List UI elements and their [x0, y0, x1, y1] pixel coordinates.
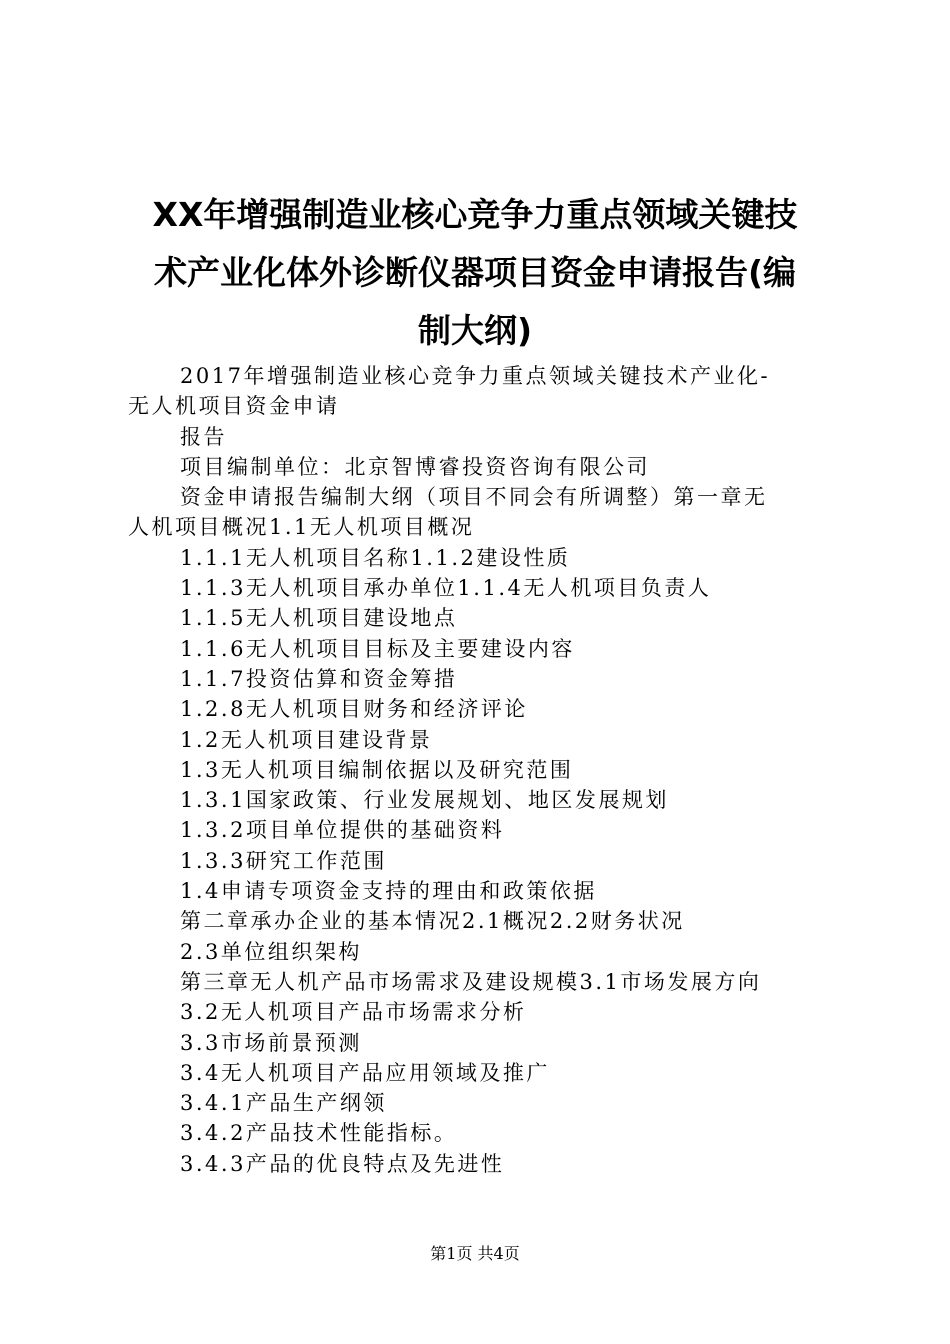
- body-line: 1.1.5无人机项目建设地点: [180, 606, 458, 631]
- body-line: 2017年增强制造业核心竞争力重点领域关键技术产业化-: [180, 364, 771, 388]
- title-line: 制大纲): [417, 311, 533, 350]
- body-line: 第三章无人机产品市场需求及建设规模3.1市场发展方向: [180, 969, 762, 994]
- body-line: 3.4.3产品的优良特点及先进性: [180, 1151, 505, 1176]
- body-line: 1.1.7投资估算和资金筹措: [180, 666, 458, 691]
- body-line: 3.4.2产品技术性能指标。: [180, 1121, 458, 1146]
- body-line: 1.3.1国家政策、行业发展规划、地区发展规划: [180, 788, 669, 813]
- body-line: 1.1.1无人机项目名称1.1.2建设性质: [180, 545, 571, 570]
- title-line: XX年增强制造业核心竞争力重点领域关键技: [152, 195, 798, 234]
- body-line: 3.3市场前景预测: [180, 1030, 362, 1055]
- body-line: 第二章承办企业的基本情况2.1概况2.2财务状况: [180, 909, 685, 934]
- title-line: 术产业化体外诊断仪器项目资金申请报告(编: [153, 253, 797, 292]
- body-line: 3.4无人机项目产品应用领域及推广: [180, 1060, 550, 1085]
- body-line: 1.1.3无人机项目承办单位1.1.4无人机项目负责人: [180, 576, 712, 601]
- body-line: 报告: [180, 424, 227, 449]
- body-line: 3.4.1产品生产纲领: [180, 1091, 387, 1116]
- body-line: 资金申请报告编制大纲（项目不同会有所调整）第一章无: [180, 485, 768, 510]
- body-line: 3.2无人机项目产品市场需求分析: [180, 1000, 527, 1025]
- body-line: 无人机项目资金申请: [128, 394, 340, 419]
- body-line: 1.3.2项目单位提供的基础资料: [180, 818, 505, 843]
- body-line: 项目编制单位：北京智博睿投资咨询有限公司: [180, 454, 650, 479]
- document-title: [120, 186, 830, 360]
- body-line: 1.2无人机项目建设背景: [180, 727, 433, 752]
- body-line: 1.1.6无人机项目目标及主要建设内容: [180, 636, 575, 661]
- body-line: 1.2.8无人机项目财务和经济评论: [180, 697, 528, 722]
- body-line: 1.3无人机项目编制依据以及研究范围: [180, 757, 574, 782]
- body-line: 人机项目概况1.1无人机项目概况: [128, 515, 475, 540]
- document-body: [128, 361, 828, 1179]
- page-footer: 第1页 共4页: [430, 1244, 520, 1263]
- body-line: 2.3单位组织架构: [180, 939, 362, 964]
- body-line: 1.4申请专项资金支持的理由和政策依据: [180, 879, 597, 904]
- body-line: 1.3.3研究工作范围: [180, 848, 387, 873]
